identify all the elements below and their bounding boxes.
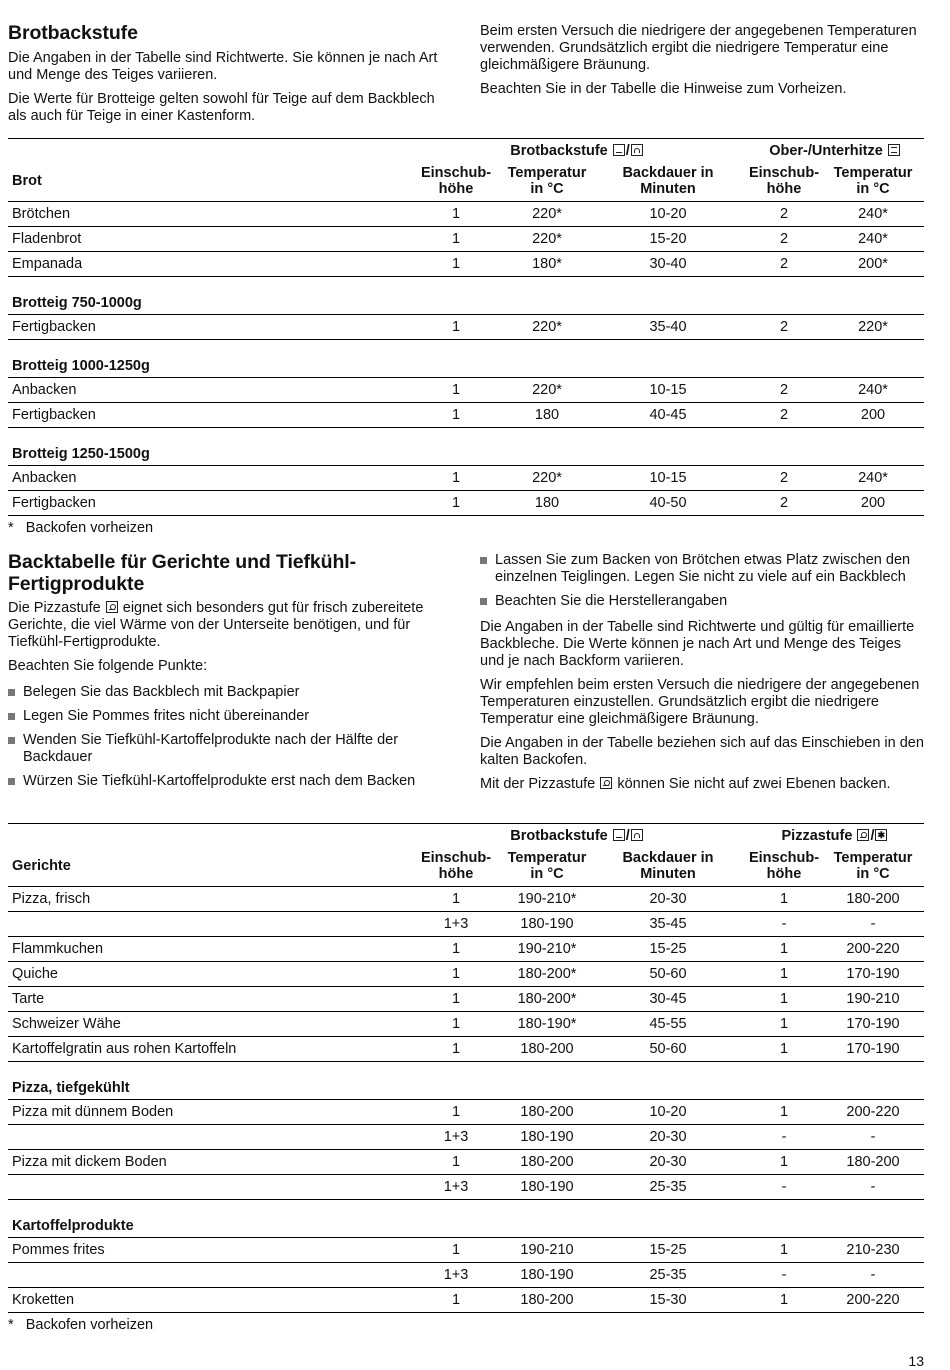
square-bullet-icon: [8, 737, 15, 744]
cell-temp-2: 200: [822, 491, 924, 516]
column-header-shelf-2: Einschub- höhe: [746, 163, 822, 202]
cell-shelf-2: 2: [746, 403, 822, 428]
cell-time: 30-45: [590, 987, 746, 1012]
column-header-shelf: Einschub- höhe: [408, 163, 504, 202]
square-bullet-icon: [480, 598, 487, 605]
cell-temp: 220*: [504, 378, 590, 403]
cell-shelf-2: 2: [746, 466, 822, 491]
cell-shelf: 1: [408, 1037, 504, 1062]
bullet-list: [480, 552, 925, 610]
cell-temp: 180-200: [504, 1150, 590, 1175]
bullet-item: [8, 708, 453, 725]
cell-item: Schweizer Wähe: [8, 1012, 408, 1037]
cell-time: 15-20: [590, 227, 746, 252]
cell-temp-2: 200-220: [822, 1100, 924, 1125]
section-label: Brotteig 750-1000g: [8, 277, 924, 315]
cell-temp: 190-210*: [504, 887, 590, 912]
square-bullet-icon: [8, 713, 15, 720]
cell-temp-2: 180-200: [822, 1150, 924, 1175]
cell-shelf-2: -: [746, 1175, 822, 1200]
cell-temp: 180-190: [504, 1125, 590, 1150]
cell-shelf-2: 1: [746, 1100, 822, 1125]
section-brotbackstufe-notes: [480, 23, 925, 105]
cell-temp: 220*: [504, 466, 590, 491]
group-header-ober-unterhitze: Ober-/Unterhitze: [746, 139, 924, 164]
paragraph: Die Angaben in der Tabelle sind Richtwerte. Sie können je nach Art und Menge des Teiges variieren.: [8, 50, 438, 83]
table-row: [8, 315, 924, 340]
cell-shelf-2: 2: [746, 315, 822, 340]
table-section-row: [8, 277, 924, 315]
cell-temp: 180-190*: [504, 1012, 590, 1037]
cell-temp: 180-190: [504, 1175, 590, 1200]
cell-temp: 180*: [504, 252, 590, 277]
cell-shelf-2: -: [746, 912, 822, 937]
group-header-brotbackstufe: Brotbackstufe /: [408, 824, 746, 849]
cell-time: 35-45: [590, 912, 746, 937]
table-row: [8, 912, 924, 937]
cell-shelf: 1: [408, 378, 504, 403]
cell-item: [8, 1175, 408, 1200]
cell-temp-2: -: [822, 1175, 924, 1200]
table-row: [8, 1037, 924, 1062]
cell-temp: 180-200*: [504, 987, 590, 1012]
cell-shelf-2: 1: [746, 1150, 822, 1175]
cell-time: 40-50: [590, 491, 746, 516]
cell-item: Brötchen: [8, 202, 408, 227]
cell-time: 15-30: [590, 1288, 746, 1313]
cell-time: 15-25: [590, 1238, 746, 1263]
cell-temp-2: 220*: [822, 315, 924, 340]
cell-temp: 190-210: [504, 1238, 590, 1263]
square-bullet-icon: [480, 557, 487, 564]
cell-shelf-2: 1: [746, 937, 822, 962]
cell-shelf: 1: [408, 1012, 504, 1037]
cell-shelf-2: 2: [746, 202, 822, 227]
cell-item: Fertigbacken: [8, 315, 408, 340]
cell-time: 10-15: [590, 466, 746, 491]
group-header-pizzastufe: Pizzastufe /✱: [746, 824, 924, 849]
bottom-heat-icon: [613, 144, 625, 156]
cell-shelf: 1: [408, 227, 504, 252]
cell-shelf: 1: [408, 1100, 504, 1125]
cell-item: [8, 1263, 408, 1288]
cell-time: 10-20: [590, 202, 746, 227]
cell-temp-2: 240*: [822, 378, 924, 403]
bullet-item: [8, 732, 453, 766]
cell-shelf: 1: [408, 466, 504, 491]
cell-shelf-2: 2: [746, 252, 822, 277]
table-row: [8, 1012, 924, 1037]
table-row: [8, 378, 924, 403]
pizza-mode-icon: [106, 601, 118, 613]
cell-shelf-2: 1: [746, 1288, 822, 1313]
table-row: [8, 403, 924, 428]
table-section-row: [8, 1200, 924, 1238]
table-footnote: * Backofen vorheizen: [8, 1317, 154, 1333]
section-label: Brotteig 1000-1250g: [8, 340, 924, 378]
table-footnote: * Backofen vorheizen: [8, 520, 154, 536]
section-brotbackstufe-intro: [8, 22, 453, 132]
column-header-temp-2: Temperatur in °C: [822, 163, 924, 202]
cell-temp-2: 240*: [822, 466, 924, 491]
column-header-shelf: Einschub- höhe: [408, 848, 504, 887]
section-label: Pizza, tiefgekühlt: [8, 1062, 924, 1100]
bread-mode-icon: [631, 829, 643, 841]
cell-shelf: 1+3: [408, 912, 504, 937]
bullet-item: [8, 773, 453, 790]
table-section-row: [8, 1062, 924, 1100]
column-header-time: Backdauer in Minuten: [590, 848, 746, 887]
bullet-text: Wenden Sie Tiefkühl-Kartoffelprodukte nach der Hälfte der Backdauer: [23, 732, 399, 765]
cell-shelf: 1: [408, 887, 504, 912]
cell-temp: 180: [504, 491, 590, 516]
cell-temp-2: 200: [822, 403, 924, 428]
column-header-item: Brot: [8, 163, 408, 202]
bullet-list: [8, 684, 453, 790]
cell-time: 20-30: [590, 1150, 746, 1175]
cell-shelf: 1: [408, 987, 504, 1012]
cell-item: Fertigbacken: [8, 491, 408, 516]
cell-time: 20-30: [590, 887, 746, 912]
table-row: [8, 1238, 924, 1263]
cell-shelf: 1: [408, 1238, 504, 1263]
paragraph: Beachten Sie folgende Punkte:: [8, 658, 208, 674]
column-header-temp: Temperatur in °C: [504, 163, 590, 202]
section-title: Backtabelle für Gerichte und Tiefkühl- Fertigprodukte: [8, 551, 357, 595]
cell-temp-2: 240*: [822, 202, 924, 227]
paragraph: Die Pizzastufe eignet sich besonders gut für frisch zubereitete Gerichte, die viel Wärme von der Unterseite benötigen, und für Tiefkühl-Fertigprodukte.: [8, 600, 424, 650]
cell-time: 35-40: [590, 315, 746, 340]
dishes-table: [8, 823, 924, 1333]
table-row: [8, 1100, 924, 1125]
cell-shelf-2: 1: [746, 987, 822, 1012]
cell-temp-2: 180-200: [822, 887, 924, 912]
bullet-text: Lassen Sie zum Backen von Brötchen etwas Platz zwischen den einzelnen Teiglingen. Legen Sie nicht zu viele auf ein Backblech: [495, 552, 911, 585]
cell-item: Kroketten: [8, 1288, 408, 1313]
cell-shelf: 1+3: [408, 1125, 504, 1150]
cell-time: 30-40: [590, 252, 746, 277]
bullet-text: Würzen Sie Tiefkühl-Kartoffelprodukte erst nach dem Backen: [23, 773, 416, 789]
cell-item: Pommes frites: [8, 1238, 408, 1263]
cell-temp: 180-200: [504, 1100, 590, 1125]
table-row: [8, 252, 924, 277]
fan-heat-icon: [875, 829, 887, 841]
section-label: Brotteig 1250-1500g: [8, 428, 924, 466]
cell-shelf-2: 1: [746, 1238, 822, 1263]
cell-temp: 180-200: [504, 1288, 590, 1313]
section-title: Brotbackstufe: [8, 22, 138, 44]
paragraph: Wir empfehlen beim ersten Versuch die niedrigere der angegebenen Temperaturen einzustellen. Grundsätzlich ergibt die niedrigere Temperatur eine gleichmäßigere Bräunung.: [480, 677, 920, 727]
table-row: [8, 937, 924, 962]
cell-temp: 180-190: [504, 1263, 590, 1288]
cell-shelf-2: -: [746, 1263, 822, 1288]
group-header-brotbackstufe: Brotbackstufe /: [408, 139, 746, 164]
cell-shelf-2: 1: [746, 887, 822, 912]
cell-temp: 190-210*: [504, 937, 590, 962]
cell-item: [8, 1125, 408, 1150]
cell-shelf-2: 2: [746, 491, 822, 516]
pizza-mode-icon: [857, 829, 869, 841]
paragraph: Die Angaben in der Tabelle sind Richtwerte und gültig für emaillierte Backbleche. Die Werte können je nach Art und Menge des Teiges und je nach Backform variieren.: [480, 619, 915, 669]
cell-temp-2: 240*: [822, 227, 924, 252]
cell-shelf: 1: [408, 1150, 504, 1175]
cell-time: 10-15: [590, 378, 746, 403]
bullet-text: Beachten Sie die Herstellerangaben: [495, 593, 728, 609]
cell-item: Quiche: [8, 962, 408, 987]
cell-temp-2: 190-210: [822, 987, 924, 1012]
cell-time: 40-45: [590, 403, 746, 428]
cell-shelf: 1: [408, 491, 504, 516]
cell-item: Flammkuchen: [8, 937, 408, 962]
cell-time: 10-20: [590, 1100, 746, 1125]
section-label: Kartoffelprodukte: [8, 1200, 924, 1238]
bullet-item: [8, 684, 453, 701]
cell-temp-2: -: [822, 1125, 924, 1150]
cell-temp: 220*: [504, 315, 590, 340]
cell-shelf: 1: [408, 962, 504, 987]
cell-temp: 180-200*: [504, 962, 590, 987]
cell-shelf: 1: [408, 937, 504, 962]
cell-temp-2: -: [822, 1263, 924, 1288]
bullet-text: Belegen Sie das Backblech mit Backpapier: [23, 684, 300, 700]
column-header-temp: Temperatur in °C: [504, 848, 590, 887]
cell-temp: 180: [504, 403, 590, 428]
table-section-row: [8, 428, 924, 466]
bread-table: [8, 138, 924, 536]
table-row: [8, 987, 924, 1012]
cell-time: 20-30: [590, 1125, 746, 1150]
cell-shelf: 1: [408, 202, 504, 227]
cell-item: Tarte: [8, 987, 408, 1012]
table-row: [8, 227, 924, 252]
cell-time: 50-60: [590, 962, 746, 987]
cell-time: 25-35: [590, 1175, 746, 1200]
bullet-item: [480, 593, 925, 610]
cell-item: Anbacken: [8, 466, 408, 491]
cell-shelf: 1: [408, 403, 504, 428]
cell-temp-2: 170-190: [822, 1037, 924, 1062]
cell-item: Pizza mit dünnem Boden: [8, 1100, 408, 1125]
cell-item: Fladenbrot: [8, 227, 408, 252]
bread-mode-icon: [631, 144, 643, 156]
paragraph: Mit der Pizzastufe können Sie nicht auf zwei Ebenen backen.: [480, 776, 891, 792]
bullet-item: [480, 552, 925, 586]
cell-shelf: 1: [408, 315, 504, 340]
cell-shelf-2: 2: [746, 227, 822, 252]
cell-shelf: 1: [408, 252, 504, 277]
column-header-shelf-2: Einschub- höhe: [746, 848, 822, 887]
cell-item: Pizza mit dickem Boden: [8, 1150, 408, 1175]
cell-time: 50-60: [590, 1037, 746, 1062]
cell-temp: 180-200: [504, 1037, 590, 1062]
column-header-item: Gerichte: [8, 848, 408, 887]
cell-item: Fertigbacken: [8, 403, 408, 428]
cell-temp-2: -: [822, 912, 924, 937]
square-bullet-icon: [8, 778, 15, 785]
square-bullet-icon: [8, 689, 15, 696]
cell-time: 45-55: [590, 1012, 746, 1037]
table-section-row: [8, 340, 924, 378]
table-row: [8, 491, 924, 516]
paragraph: Beachten Sie in der Tabelle die Hinweise zum Vorheizen.: [480, 81, 847, 97]
table-row: [8, 887, 924, 912]
table-row: [8, 202, 924, 227]
cell-shelf-2: 1: [746, 1037, 822, 1062]
table-row: [8, 1150, 924, 1175]
section-backtabelle-intro: [8, 551, 453, 797]
cell-item: Pizza, frisch: [8, 887, 408, 912]
table-row: [8, 1125, 924, 1150]
cell-temp-2: 170-190: [822, 962, 924, 987]
cell-shelf: 1+3: [408, 1175, 504, 1200]
paragraph: Die Angaben in der Tabelle beziehen sich auf das Einschieben in den kalten Backofen.: [480, 735, 924, 768]
cell-temp: 220*: [504, 202, 590, 227]
bottom-heat-icon: [613, 829, 625, 841]
pizza-mode-icon: [600, 777, 612, 789]
table-row: [8, 1263, 924, 1288]
column-header-time: Backdauer in Minuten: [590, 163, 746, 202]
page-number: 13: [908, 1353, 924, 1369]
column-header-temp-2: Temperatur in °C: [822, 848, 924, 887]
cell-temp-2: 200-220: [822, 937, 924, 962]
table-row: [8, 962, 924, 987]
cell-temp: 220*: [504, 227, 590, 252]
table-row: [8, 466, 924, 491]
cell-shelf-2: 1: [746, 1012, 822, 1037]
paragraph: Die Werte für Brotteige gelten sowohl für Teige auf dem Backblech als auch für Teige in einer Kastenform.: [8, 91, 435, 124]
cell-shelf: 1+3: [408, 1263, 504, 1288]
cell-item: Anbacken: [8, 378, 408, 403]
cell-shelf: 1: [408, 1288, 504, 1313]
cell-temp-2: 170-190: [822, 1012, 924, 1037]
cell-temp-2: 200*: [822, 252, 924, 277]
cell-time: 25-35: [590, 1263, 746, 1288]
paragraph: Beim ersten Versuch die niedrigere der angegebenen Temperaturen verwenden. Grundsätzlich ergibt die niedrigere Temperatur eine gleichmäßigere Bräunung.: [480, 23, 917, 73]
cell-temp-2: 200-220: [822, 1288, 924, 1313]
cell-item: Kartoffelgratin aus rohen Kartoffeln: [8, 1037, 408, 1062]
cell-item: Empanada: [8, 252, 408, 277]
cell-temp: 180-190: [504, 912, 590, 937]
cell-time: 15-25: [590, 937, 746, 962]
cell-shelf-2: 1: [746, 962, 822, 987]
cell-shelf-2: -: [746, 1125, 822, 1150]
bullet-text: Legen Sie Pommes frites nicht übereinander: [23, 708, 310, 724]
cell-shelf-2: 2: [746, 378, 822, 403]
top-bottom-heat-icon: [888, 144, 900, 156]
cell-item: [8, 912, 408, 937]
cell-temp-2: 210-230: [822, 1238, 924, 1263]
table-row: [8, 1175, 924, 1200]
table-row: [8, 1288, 924, 1313]
section-backtabelle-notes: [480, 552, 925, 800]
